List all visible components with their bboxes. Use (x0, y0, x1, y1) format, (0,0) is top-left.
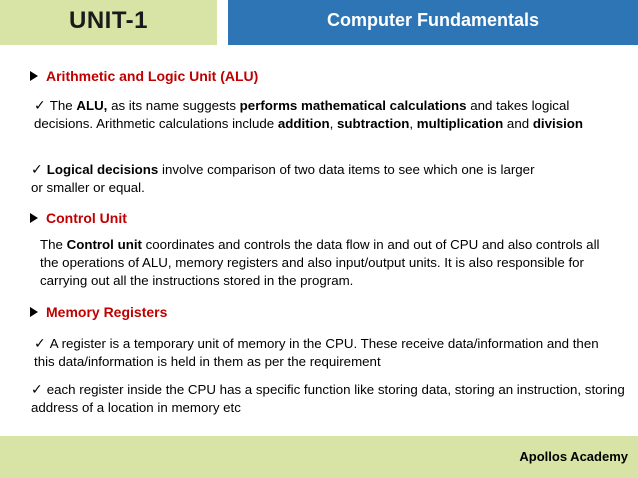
alu-heading (30, 68, 258, 84)
bullet-arrow-icon (30, 71, 38, 81)
checkmark-icon: ✓ (31, 381, 43, 397)
subject-banner (228, 0, 638, 45)
control-unit-heading (30, 210, 127, 226)
control-unit-paragraph: The Control unit coordinates and controls the data flow in and out of CPU and also controls all the operations of ALU, memory registers and also input/output units. It is also responsible for carrying out all the instructions stored in the program. (40, 237, 600, 288)
unit-title: UNIT-1 (68, 7, 148, 34)
alu-heading-text: Arithmetic and Logic Unit (ALU) (46, 68, 259, 84)
bullet-arrow-icon (30, 307, 38, 317)
memory-registers-paragraph-1: ✓ A register is a temporary unit of memory in the CPU. These receive data/information and then this data/information is held in them as per the requirement (34, 335, 599, 369)
memory-registers-paragraph-2: ✓ each register inside the CPU has a specific function like storing data, storing an instruction, storing address of a location in memory etc (31, 381, 625, 415)
footer-bar (0, 436, 638, 478)
subject-title: Computer Fundamentals (326, 10, 540, 30)
memory-registers-heading (30, 304, 167, 320)
checkmark-icon: ✓ (31, 161, 43, 177)
bullet-arrow-icon (30, 213, 38, 223)
checkmark-icon: ✓ (34, 335, 46, 351)
checkmark-icon: ✓ (34, 97, 46, 113)
footer-brand: Apollos Academy (519, 449, 628, 464)
alu-paragraph-1: ✓ The ALU, as its name suggests performs mathematical calculations and takes logical decisions. Arithmetic calculations include addition, subtraction, multiplication and division (34, 97, 584, 131)
unit-banner (0, 0, 217, 47)
control-unit-heading-text: Control Unit (46, 210, 127, 226)
alu-paragraph-2: ✓ Logical decisions involve comparison of two data items to see which one is larger or smaller or equal. (31, 161, 535, 195)
memory-registers-heading-text: Memory Registers (46, 304, 168, 320)
